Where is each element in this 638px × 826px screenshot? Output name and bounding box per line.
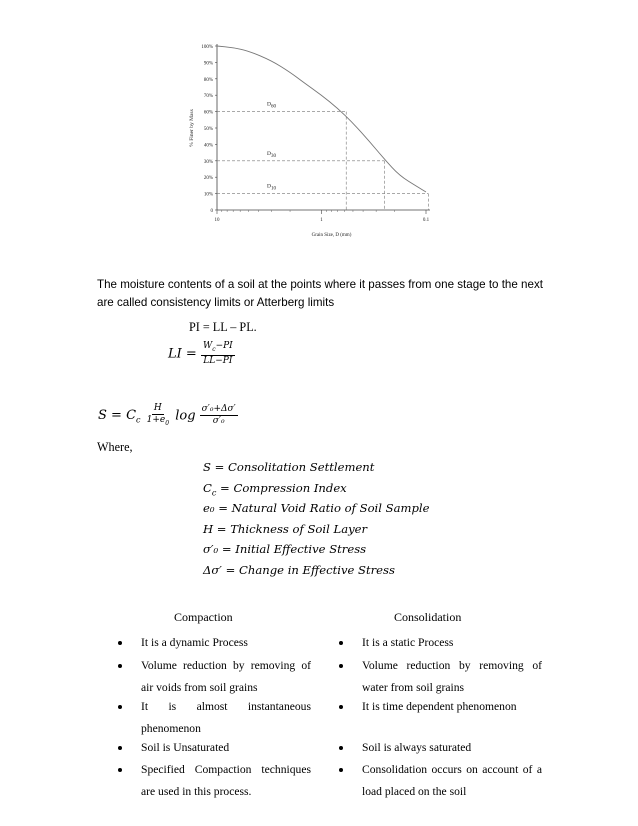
d-label-subscript: 60 [270, 104, 276, 110]
y-tick-label: 60% [203, 110, 213, 116]
y-tick-label: 70% [203, 94, 213, 100]
y-tick-label: 100% [201, 45, 213, 50]
def-initial-stress: σ′₀ = Initial Effective Stress [203, 542, 367, 556]
y-tick-label: 20% [203, 176, 213, 182]
def-change-stress: Δσ′ = Change in Effective Stress [203, 563, 395, 577]
compaction-heading: Compaction [174, 610, 233, 624]
consolidation-heading: Consolidation [394, 610, 462, 624]
def-void-ratio: e₀ = Natural Void Ratio of Soil Sample [203, 501, 430, 515]
settlement-formula: $S = C_c$ $\frac{H}{1+e_0}$ log $\frac{\text{σ′₀+Δσ′}}{\text{σ′₀}}$ [98, 403, 236, 427]
consistency-paragraph: The moisture contents of a soil at the points where it passes from one stage to the next are called consistency limits or Atterberg limits [97, 278, 543, 309]
x-tick-label: 1 [320, 218, 323, 223]
y-axis-label: % Finer by Mass [189, 109, 195, 147]
x-tick-label: 10 [214, 218, 220, 223]
where-label: Where, [97, 440, 133, 454]
li-formula: LI = $\frac{W_c-PI}{LL-PI}$ [168, 341, 233, 366]
y-tick-label: 50% [203, 127, 213, 132]
y-tick-label: 30% [203, 159, 213, 165]
li-denominator: LL−PI [203, 355, 233, 366]
y-tick-label: 80% [203, 77, 213, 83]
def-compression-index: $C_c$ = Compression Index [203, 481, 347, 498]
grain-size-chart [0, 0, 638, 250]
d-label: D60 [267, 101, 276, 110]
def-settlement: S = Consolitation Settlement [203, 460, 375, 474]
d-label-subscript: 30 [270, 153, 276, 159]
s-e: $1+e_0$ [146, 415, 170, 427]
s-log: log [175, 408, 196, 424]
x-tick-label: 0.1 [422, 218, 430, 223]
s-h: H [153, 403, 162, 413]
y-tick-label: 90% [203, 61, 213, 67]
def-thickness: H = Thickness of Soil Layer [203, 522, 368, 536]
x-axis-label: Grain Size, D (mm) [311, 233, 352, 238]
gradation-curve [217, 46, 426, 192]
pi-formula: PI = LL – PL. [189, 320, 257, 334]
y-tick-label: 40% [203, 143, 213, 149]
y-tick-label: 10% [203, 192, 213, 198]
d-label: D30 [267, 150, 276, 159]
li-numerator: $W_c-PI$ [201, 341, 235, 356]
s-numerator: σ′₀+Δσ′ [201, 404, 236, 415]
y-tick-label: 0 [210, 209, 213, 214]
d-label: D10 [267, 183, 276, 192]
d-label-subscript: 10 [270, 186, 276, 192]
s-denominator: σ′₀ [212, 416, 225, 427]
